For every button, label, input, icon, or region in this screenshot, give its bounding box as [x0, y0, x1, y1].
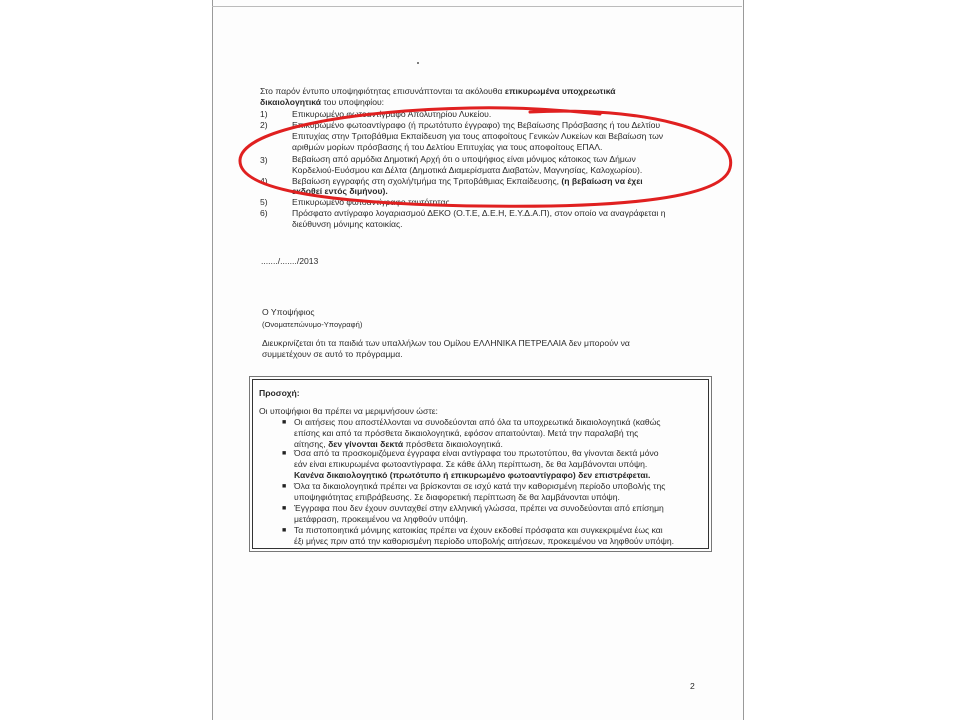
item-2-number: 2) [260, 120, 268, 130]
signature-sublabel: (Ονοματεπώνυμο-Υπογραφή) [262, 320, 363, 329]
clarification-line-1: Διευκρινίζεται ότι τα παιδιά των υπαλλήλων του Ομίλου ΕΛΛΗΝΙΚΑ ΠΕΤΡΕΛΑΙΑ δεν μπορούν να [262, 338, 630, 348]
notice-b5-line-2: έξι μήνες πριν από την καθορισμένη περίοδο υποβολής αιτήσεων, προκειμένου να ληφθούν υπόψη. [294, 536, 675, 546]
notice-b1-line-1: Οι αιτήσεις που αποστέλλονται να συνοδεύονται από όλα τα υποχρεωτικά δικαιολογητικά (καθώς [294, 417, 661, 427]
bullet-square-icon: ■ [282, 505, 287, 512]
item-6-line-2: διεύθυνση μόνιμης κατοικίας. [292, 219, 403, 229]
item-2-line-1: Επικυρωμένο φωτοαντίγραφο (ή πρωτότυπο έγγραφο) της Βεβαίωσης Πρόσβασης ή του Δελτίου [292, 120, 661, 130]
clarification-line-2: συμμετέχουν σε αυτό το πρόγραμμα. [262, 349, 403, 359]
item-6-number: 6) [260, 208, 268, 218]
bullet-square-icon: ■ [282, 527, 287, 534]
item-3-line-1: Βεβαίωση από αρμόδια Δημοτική Αρχή ότι ο υποψήφιος είναι μόνιμος κάτοικος των Δήμων [292, 154, 636, 164]
item-1-text: Επικυρωμένο φωτοαντίγραφο Απολυτηρίου Λυκείου. [292, 109, 492, 119]
notice-b4-line-2: μετάφραση, προκειμένου να ληφθούν υπόψη. [294, 514, 468, 524]
bullet-square-icon: ■ [282, 450, 287, 457]
bullet-square-icon: ■ [282, 483, 287, 490]
intro-line-2: δικαιολογητικά του υποψηφίου: [260, 97, 385, 107]
date-line: ......./......./2013 [261, 256, 319, 266]
item-4-number: 4) [260, 176, 268, 186]
notice-b5-line-1: Τα πιστοποιητικά μόνιμης κατοικίας πρέπει να έχουν εκδοθεί πρόσφατα και συγκεκριμένα έως και [294, 525, 663, 535]
notice-b3-line-1: Όλα τα δικαιολογητικά πρέπει να βρίσκονται σε ισχύ κατά την καθορισμένη περίοδο υποβολής της [294, 481, 666, 491]
item-3-number: 3) [260, 155, 268, 165]
item-3-line-2: Κορδελιού-Ευόσμου και Δέλτα (Δημοτικά Διαμερίσματα Διαβατών, Μαγνησίας, Καλοχωρίου). [292, 165, 643, 175]
notice-b1-line-3: αίτησης, δεν γίνονται δεκτά πρόσθετα δικαιολογητικά. [294, 439, 503, 449]
item-5-text: Επικυρωμένο φωτοαντίγραφο ταυτότητας. [292, 197, 453, 207]
item-2-line-3: αριθμών μορίων πρόσβασης ή του Δελτίου Επιτυχίας για τους αποφοίτους ΕΠΑΛ. [292, 142, 603, 152]
notice-b2-line-2: εάν είναι επικυρωμένα φωτοαντίγραφα. Σε κάθε άλλη περίπτωση, δε θα λαμβάνονται υπόψη. [294, 459, 648, 469]
item-4-line-1: Βεβαίωση εγγραφής στη σχολή/τμήμα της Τριτοβάθμιας Εκπαίδευσης, (η βεβαίωση να έχει [292, 176, 643, 186]
page-number: 2 [690, 681, 695, 691]
notice-lead: Οι υποψήφιοι θα πρέπει να μεριμνήσουν ώστε: [259, 406, 438, 416]
item-5-number: 5) [260, 197, 268, 207]
bullet-square-icon: ■ [282, 419, 287, 426]
item-1-number: 1) [260, 109, 268, 119]
notice-b1-line-2: επίσης και από τα πρόσθετα δικαιολογητικά, εφόσον απαιτούνται). Μετά την παραλαβή της [294, 428, 639, 438]
notice-title: Προσοχή: [259, 388, 300, 398]
notice-b2-line-1: Όσα από τα προσκομιζόμενα έγγραφα είναι αντίγραφα του πρωτοτύπου, θα γίνονται δεκτά μόνο [294, 448, 659, 458]
signature-label: Ο Υποψήφιος [262, 307, 315, 317]
item-2-line-2: Επιτυχίας στην Τριτοβάθμια Εκπαίδευση για τους αποφοίτους Γενικών Λυκείων και Βεβαίωση των [292, 131, 664, 141]
item-4-line-2: εκδοθεί εντός διμήνου). [292, 186, 388, 196]
notice-b4-line-1: Έγγραφα που δεν έχουν συνταχθεί στην ελληνική γλώσσα, πρέπει να συνοδεύονται από επίσημη [294, 503, 664, 513]
intro-line-1: Στο παρόν έντυπο υποψηφιότητας επισυνάπτονται τα ακόλουθα επικυρωμένα υποχρεωτικά [260, 86, 616, 96]
notice-b2-line-3: Κανένα δικαιολογητικό (πρωτότυπο ή επικυρωμένο φωτοαντίγραφο) δεν επιστρέφεται. [294, 470, 651, 480]
notice-b3-line-2: υποψηφιότητας επιβράβευσης. Σε διαφορετική περίπτωση δε θα λαμβάνονται υπόψη. [294, 492, 620, 502]
item-6-line-1: Πρόσφατο αντίγραφο λογαριασμού ΔΕΚΟ (Ο.Τ.Ε, Δ.Ε.Η, Ε.Υ.Δ.Α.Π), στον οποίο να αναγράφεται η [292, 208, 666, 218]
